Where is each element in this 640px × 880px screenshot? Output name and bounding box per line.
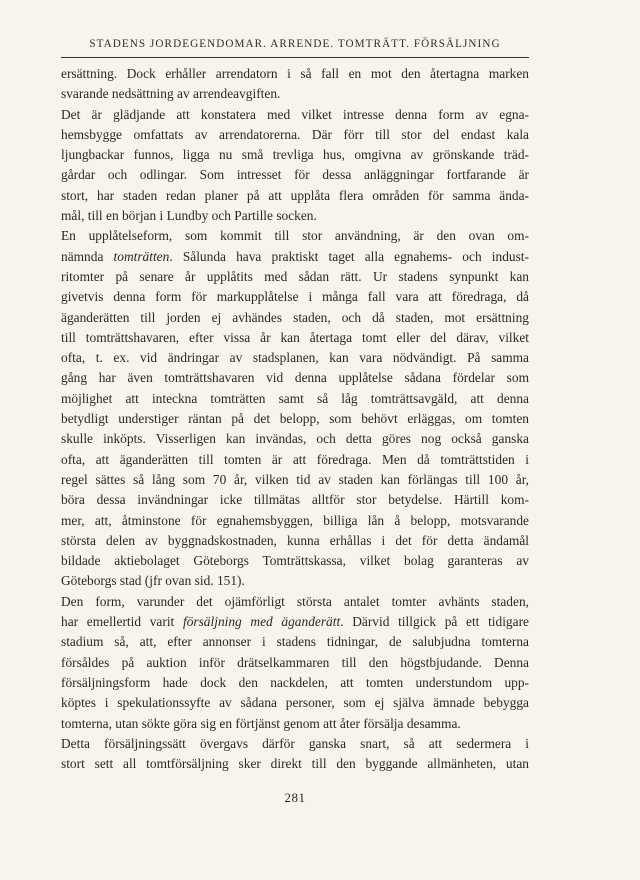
text-line: Det är glädjande att konstatera med vilket intresse denna form av egna- — [61, 106, 529, 122]
text-line: nämnda tomträtten. Sålunda hava praktiskt taget alla egnahems- och indust- — [61, 248, 529, 264]
text-line: ljungbackar funnos, ligga nu små trevliga hus, omgivna av grönskande träd- — [61, 147, 529, 163]
text-line: svarande nedsättning av arrendeavgiften. — [61, 86, 281, 102]
text-line: försäljningsform hade dock den nackdelen, att tomten understundom upp- — [61, 674, 529, 690]
text-line: En upplåtelseform, som kommit till stor användning, är den ovan om- — [61, 228, 529, 244]
text-line: Den form, varunder det ojämförligt största antalet tomter avhänts staden, — [61, 593, 529, 609]
text-line: ofta, t. ex. vid ändringar av stadsplanen, kan vara nödvändigt. På samma — [61, 350, 529, 366]
text-line: största delen av byggnadskostnaden, kunna erhållas i det för detta ändamål — [61, 532, 529, 548]
text-line: betydligt understiger räntan på det belopp, som behövt erläggas, om tomten — [61, 411, 529, 427]
text-line: gårdar och odlingar. Som intresset för dessa anläggningar fortfarande är — [61, 167, 529, 183]
paragraph — [61, 105, 529, 227]
paragraph — [61, 64, 529, 105]
text-line: skulle inköpts. Visserligen kan invändas, och detta göres nog också ganska — [61, 431, 529, 447]
body-text — [61, 64, 529, 774]
running-head: STADENS JORDEGENDOMAR. ARRENDE. TOMTRÄTT. FÖRSÄLJNING — [89, 38, 501, 50]
text-line: gång har även tomträttshavaren vid denna upplåtelse sådana fördelar som — [61, 370, 529, 386]
text-line: försåldes på auktion inför drätselkammaren till den högstbjudande. Denna — [61, 654, 529, 670]
text-line: givetvis denna form för markupplåtelse i många fall vara att föredraga, då — [61, 289, 529, 305]
text-line: ersättning. Dock erhåller arrendatorn i så fall en mot den återtagna marken — [61, 66, 529, 81]
text-line: har emellertid varit försäljning med äganderätt. Därvid tillgick på ett tidigare — [61, 614, 529, 630]
text-line: stort sett all tomtförsäljning sker direkt till den byggande allmänheten, utan — [61, 756, 529, 772]
text-line: böra dessa invändningar icke tillmätas alltför stor betydelse. Härtill kom- — [61, 492, 529, 508]
page-number: 281 — [284, 790, 306, 805]
paragraph — [61, 226, 529, 591]
paragraph — [61, 592, 529, 734]
text-line: ofta, att äganderätten till tomten är att föredraga. Men då tomträttstiden i — [61, 451, 529, 467]
text-line: stort, har staden redan planer på att upplåta flera områden för samma ända- — [61, 187, 529, 203]
text-line: regel sättes så lång som 70 år, vilken tid av staden kan förlängas till 100 år, — [61, 471, 529, 487]
text-line: stadium så, att, efter annonser i stadens tidningar, de salubjudna tomterna — [61, 634, 529, 650]
text-line: ritomter på senare år upplåtits med sådan rätt. Ur stadens synpunkt kan — [61, 268, 529, 284]
text-line: tomterna, utan sökte göra sig en förtjänst genom att åter försälja desamma. — [61, 715, 461, 731]
text-line: mer, att, åtminstone för egnahemsbyggen, billiga lån å belopp, motsvarande — [61, 512, 529, 528]
text-line: bildade aktiebolaget Göteborgs Tomträttskassa, vilket bolag garanteras av — [61, 553, 529, 569]
text-line: hemsbygge omfattats av arrendatorerna. Där förr till stor del endast kala — [61, 126, 529, 142]
text-line: äganderätten till jorden ej avhändes staden, och då staden, mot ersättning — [61, 309, 529, 325]
text-line: Göteborgs stad (jfr ovan sid. 151). — [61, 573, 245, 589]
text-line: Detta försäljningssätt övergavs därför ganska snart, så att sedermera i — [61, 735, 529, 751]
emphasized-term: tomträtten — [113, 248, 170, 264]
text-line: till tomträttshavaren, efter vissa år kan återtaga tomt eller del därav, vilket — [61, 329, 529, 345]
paragraph — [61, 734, 529, 775]
text-line: möjlighet att inteckna tomträtten samt så låg tomträttsavgäld, att denna — [61, 390, 529, 406]
header-rule — [61, 57, 529, 58]
text-line: mål, till en början i Lundby och Partille socken. — [61, 208, 317, 224]
text-line: köptes i spekulationssyfte av sådana personer, som ej själva ämnade bebygga — [61, 695, 529, 711]
emphasized-term: försäljning med äganderätt — [182, 614, 341, 630]
